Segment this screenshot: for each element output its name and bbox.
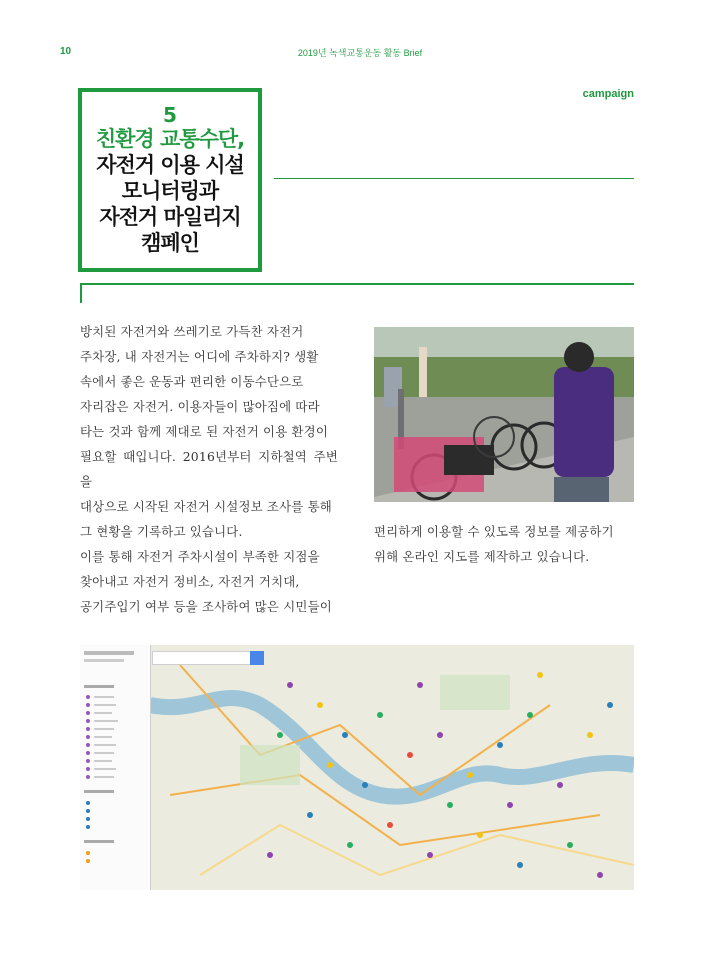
title-box [78,88,262,272]
photo-illustration [374,327,634,502]
map-legend-panel [80,645,151,890]
map-search-input[interactable] [152,651,264,665]
text-line: 그 현황을 기록하고 있습니다. [80,524,243,539]
text-line: 찾아내고 자전거 정비소, 자전거 거치대, [80,574,300,589]
section-tag: campaign [582,88,634,100]
text-line: 필요할 때입니다. 2016년부터 지하철역 주변을 [80,449,338,489]
body-paragraph-2 [374,519,636,569]
text-line: 주차장, 내 자전거는 어디에 주차하지? 생활 [80,349,319,364]
map-image [80,645,634,890]
text-line: 편리하게 이용할 수 있도록 정보를 제공하기 [374,524,614,539]
body-paragraph-1 [80,319,338,619]
text-line: 공기주입기 여부 등을 조사하여 많은 시민들이 [80,599,332,614]
search-icon[interactable] [250,651,264,665]
running-header: 2019년 녹색교통운동 활동 Brief [297,48,423,58]
map-illustration [80,645,634,890]
title-number: 5 [163,103,177,127]
text-line: 위해 온라인 지도를 제작하고 있습니다. [374,549,590,564]
text-line: 자리잡은 자전거. 이용자들이 많아짐에 따라 [80,399,320,414]
page-number: 10 [60,46,72,57]
map-legend-lines [80,645,150,890]
text-line: 대상으로 시작된 자전거 시설정보 조사를 통해 [80,499,332,514]
title-line: 자전거 이용 시설 [96,153,244,177]
title-line: 자전거 마일리지 [99,205,241,229]
title-line: 친환경 교통수단, [95,127,245,151]
section-bracket [80,283,634,303]
text-line: 타는 것과 함께 제대로 된 자전거 이용 환경이 [80,424,329,439]
text-line: 이를 통해 자전거 주차시설이 부족한 지점을 [80,549,320,564]
text-line: 속에서 좋은 운동과 편리한 이동수단으로 [80,374,304,389]
title-line: 캠페인 [141,231,199,255]
title-line: 모니터링과 [121,179,219,203]
photo-image [374,327,634,502]
divider-line [274,178,634,179]
text-line: 방치된 자전거와 쓰레기로 가득찬 자전거 [80,324,304,339]
